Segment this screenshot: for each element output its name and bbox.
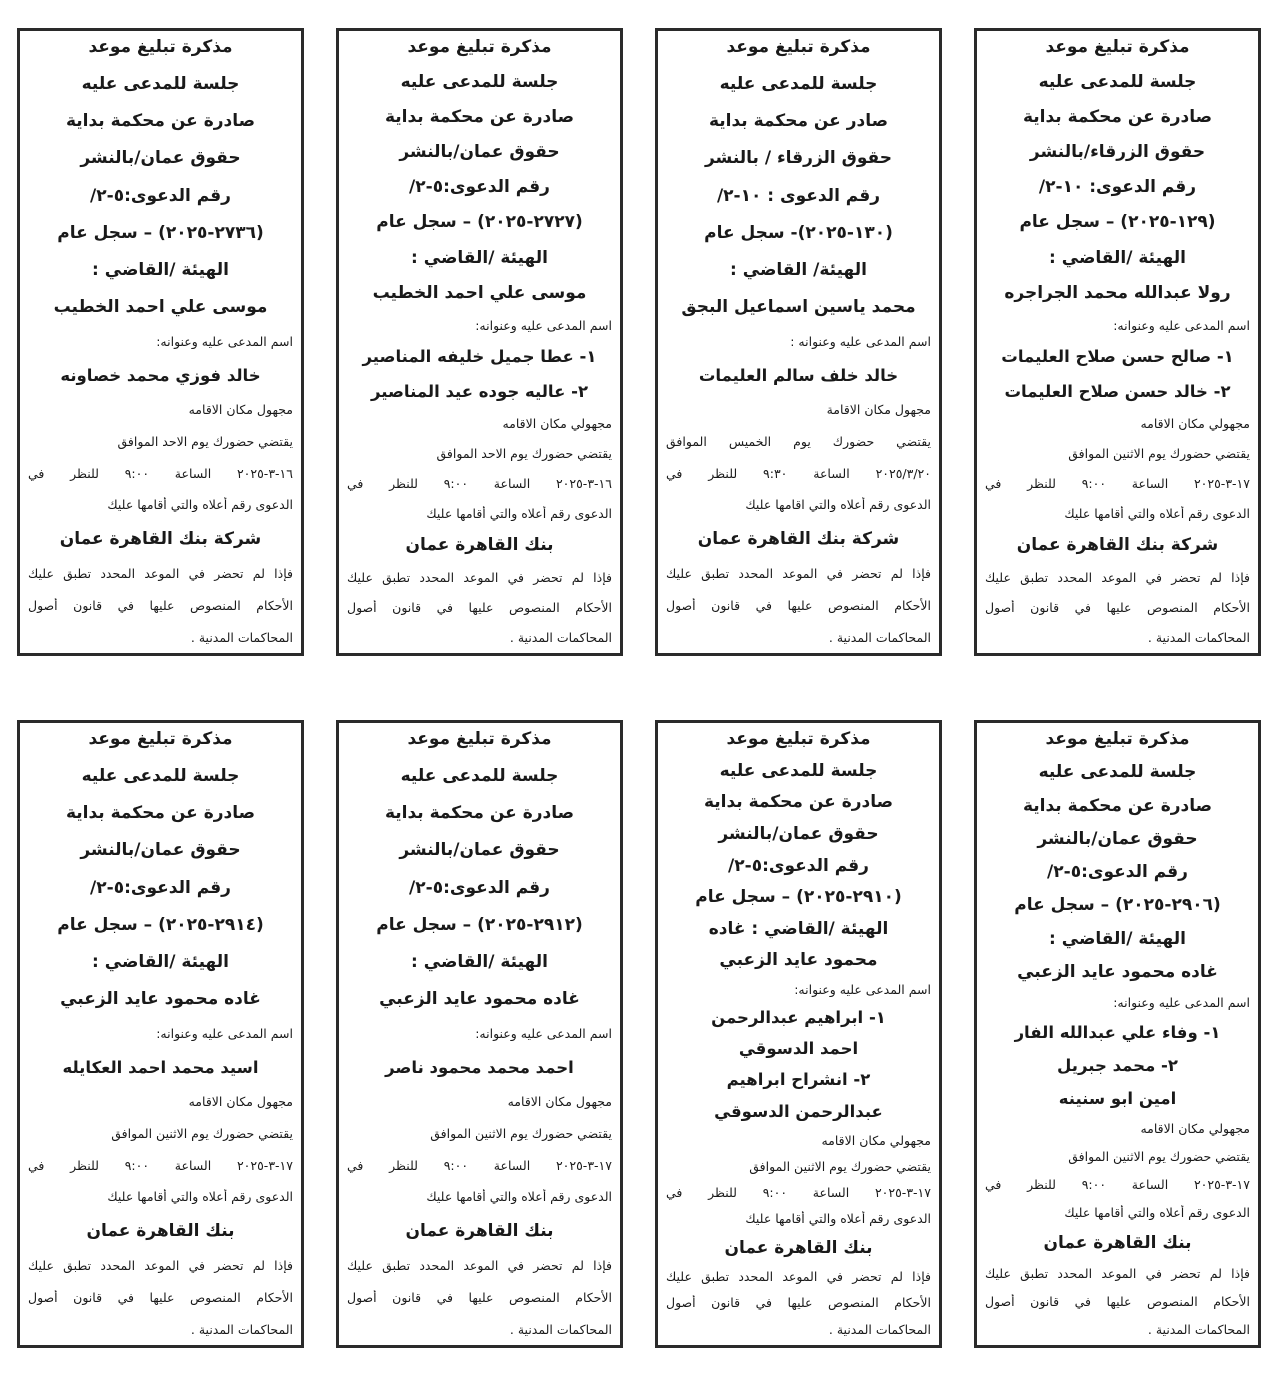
notice-heading-line: بنك القاهرة عمان [405, 1221, 554, 1242]
notice-heading-line: رولا عبدالله محمد الجراجره [1004, 282, 1231, 303]
notice-heading-line: احمد الدسوقي [738, 1039, 859, 1059]
notice-text-line: ١٧-٣-٢٠٢٥ الساعة ٩:٠٠ للنظر في [985, 475, 1250, 491]
notice-text-line: ١٧-٣-٢٠٢٥ الساعة ٩:٠٠ للنظر في [985, 1176, 1250, 1192]
notice-text-line: الدعوى رقم أعلاه والتي أقامها عليك [1064, 505, 1250, 521]
notice-heading-line: مذكرة تبليغ موعد [88, 37, 233, 57]
notice-text-line: المحاكمات المدنية . [190, 1321, 293, 1337]
notice-heading-line: حقوق الزرقاء/بالنشر [1029, 142, 1206, 163]
notice-top-2 [655, 28, 942, 656]
notice-heading-line: امين ابو سنينه [1058, 1088, 1177, 1108]
notice-text-line: اسم المدعى عليه وعنوانه: [1113, 317, 1250, 333]
notice-bottom-3 [336, 720, 623, 1348]
notice-heading-line: حقوق عمان/بالنشر [399, 142, 560, 163]
notice-heading-line: صادر عن محكمة بداية [708, 111, 889, 132]
notice-text-line: فإذا لم تحضر في الموعد المحدد تطبق عليك [28, 1258, 293, 1274]
notice-text-line: المحاكمات المدنية . [1147, 629, 1250, 645]
notice-text-line: الأحكام المنصوص عليها في قانون أصول [347, 600, 612, 616]
notice-heading-line: بنك القاهرة عمان [1043, 1232, 1192, 1253]
notice-bottom-4 [17, 720, 304, 1348]
notice-heading-line: موسى علي احمد الخطيب [372, 282, 587, 303]
notice-heading-line: الهيئة /القاضي : غاده [708, 918, 889, 939]
notice-heading-line: مذكرة تبليغ موعد [1045, 729, 1190, 749]
notice-text-line: الأحكام المنصوص عليها في قانون أصول [985, 600, 1250, 616]
notice-text-line: مجهول مكان الاقامه [188, 402, 293, 418]
notice-heading-line: شركة بنك القاهرة عمان [59, 529, 262, 550]
notice-heading-line: ٢- عاليه جوده عيد المناصير [370, 381, 589, 401]
notice-text-line: ١٦-٣-٢٠٢٥ الساعة ٩:٠٠ للنظر في [28, 465, 293, 481]
notice-text-line: الدعوى رقم أعلاه والتي أقامها عليك [426, 1189, 612, 1205]
notice-heading-line: جلسة للمدعى عليه [81, 74, 240, 95]
notice-heading-line: موسى علي احمد الخطيب [53, 296, 268, 317]
notice-heading-line: مذكرة تبليغ موعد [726, 729, 871, 749]
notice-text-line: الدعوى رقم أعلاه والتي أقامها عليك [107, 497, 293, 513]
notice-text-line: اسم المدعى عليه وعنوانه: [156, 334, 293, 349]
notice-heading-line: حقوق عمان/بالنشر [1037, 828, 1198, 849]
notice-heading-line: غاده محمود عايد الزعبي [379, 988, 580, 1009]
notice-heading-line: الهيئة /القاضي : [1049, 247, 1186, 268]
notice-text-line: ١٧-٣-٢٠٢٥ الساعة ٩:٠٠ للنظر في [347, 1157, 612, 1173]
notice-heading-line: رقم الدعوى:٥-٢/ [1047, 862, 1188, 883]
notice-heading-line: محمد ياسين اسماعيل البجق [681, 296, 916, 317]
notice-heading-line: حقوق عمان/بالنشر [80, 148, 241, 169]
notice-heading-line: (٢٩١٢-٢٠٢٥) – سجل عام [376, 914, 583, 935]
notice-heading-line: جلسة للمدعى عليه [400, 766, 559, 787]
notice-heading-line: (١٣٠-٢٠٢٥)- سجل عام [704, 222, 893, 243]
notice-heading-line: (٢٩٠٦-٢٠٢٥) – سجل عام [1014, 895, 1221, 916]
notice-text-line: الدعوى رقم أعلاه والتي اقامها عليك [745, 497, 931, 513]
notice-text-line: يقتضي حضورك يوم الاحد الموافق [436, 446, 612, 462]
notice-heading-line: رقم الدعوى:٥-٢/ [409, 177, 550, 198]
notice-text-line: اسم المدعى عليه وعنوانه: [1113, 995, 1250, 1011]
notice-text-line: اسم المدعى عليه وعنوانه: [156, 1026, 293, 1041]
notice-heading-line: خالد فوزي محمد خصاونه [60, 365, 261, 385]
notice-heading-line: حقوق عمان/بالنشر [80, 840, 241, 861]
notice-text-line: الدعوى رقم أعلاه والتي أقامها عليك [1064, 1204, 1250, 1220]
notice-top-4 [17, 28, 304, 656]
notice-text-line: يقتضي حضورك يوم الخميس الموافق [666, 434, 931, 449]
notice-heading-line: ٢- خالد حسن صلاح العليمات [1004, 381, 1231, 401]
notice-bottom-2 [655, 720, 942, 1348]
notice-heading-line: ١- وفاء علي عبدالله الفار [1014, 1023, 1221, 1043]
notice-heading-line: خالد خلف سالم العليمات [698, 365, 899, 385]
notice-text-line: الأحكام المنصوص عليها في قانون أصول [666, 1295, 931, 1311]
notice-heading-line: حقوق عمان/بالنشر [718, 823, 879, 844]
notice-heading-line: (٢٧٣٦-٢٠٢٥) – سجل عام [57, 222, 264, 243]
notice-heading-line: شركة بنك القاهرة عمان [1016, 535, 1219, 556]
notice-heading-line: جلسة للمدعى عليه [719, 760, 878, 781]
notice-heading-line: صادرة عن محكمة بداية [1022, 795, 1213, 816]
notice-text-line: مجهولي مكان الاقامه [502, 416, 612, 432]
notice-heading-line: الهيئة/ القاضي : [730, 259, 867, 280]
notice-heading-line: الهيئة /القاضي : [1049, 928, 1186, 949]
notice-text-line: يقتضي حضورك يوم الاثنين الموافق [111, 1126, 293, 1141]
notice-heading-line: مذكرة تبليغ موعد [1045, 37, 1190, 57]
notice-heading-line: مذكرة تبليغ موعد [407, 729, 552, 749]
notice-heading-line: الهيئة /القاضي : [411, 951, 548, 972]
notice-heading-line: صادرة عن محكمة بداية [1022, 107, 1213, 128]
notice-heading-line: اسيد محمد احمد العكايله [62, 1057, 259, 1077]
notice-text-line: الأحكام المنصوص عليها في قانون أصول [347, 1290, 612, 1306]
notice-text-line: فإذا لم تحضر في الموعد المحدد تطبق عليك [666, 566, 931, 582]
notice-text-line: الدعوى رقم أعلاه والتي أقامها عليك [745, 1211, 931, 1227]
notice-heading-line: محمود عايد الزعبي [719, 950, 878, 971]
notice-heading-line: ٢- محمد جبريل [1057, 1055, 1178, 1075]
notice-heading-line: جلسة للمدعى عليه [719, 74, 878, 95]
notice-heading-line: بنك القاهرة عمان [86, 1221, 235, 1242]
notice-heading-line: رقم الدعوى: ١٠-٢/ [1038, 177, 1197, 198]
notice-text-line: مجهول مكان الاقامة [826, 402, 931, 418]
notice-heading-line: (٢٩١٤-٢٠٢٥) – سجل عام [57, 914, 264, 935]
notice-heading-line: مذكرة تبليغ موعد [407, 37, 552, 57]
notice-text-line: اسم المدعى عليه وعنوانه : [790, 334, 931, 349]
notice-text-line: ١٦-٣-٢٠٢٥ الساعة ٩:٠٠ للنظر في [347, 475, 612, 491]
notice-text-line: ١٧-٣-٢٠٢٥ الساعة ٩:٠٠ للنظر في [28, 1157, 293, 1173]
notice-heading-line: (١٢٩-٢٠٢٥) – سجل عام [1019, 212, 1216, 233]
notice-heading-line: صادرة عن محكمة بداية [384, 107, 575, 128]
notice-text-line: المحاكمات المدنية . [509, 1321, 612, 1337]
notice-text-line: الأحكام المنصوص عليها في قانون أصول [985, 1293, 1250, 1309]
notice-text-line: فإذا لم تحضر في الموعد المحدد تطبق عليك [666, 1269, 931, 1285]
notice-heading-line: شركة بنك القاهرة عمان [697, 529, 900, 550]
notice-heading-line: حقوق عمان/بالنشر [399, 840, 560, 861]
notice-text-line: اسم المدعى عليه وعنوانه: [475, 317, 612, 333]
notice-heading-line: رقم الدعوى:٥-٢/ [90, 185, 231, 206]
notice-heading-line: جلسة للمدعى عليه [400, 72, 559, 93]
notice-text-line: يقتضي حضورك يوم الاثنين الموافق [749, 1158, 931, 1174]
notice-text-line: فإذا لم تحضر في الموعد المحدد تطبق عليك [28, 566, 293, 582]
notice-text-line: مجهول مكان الاقامه [188, 1094, 293, 1110]
notice-text-line: الدعوى رقم أعلاه والتي أقامها عليك [426, 505, 612, 521]
notice-heading-line: صادرة عن محكمة بداية [65, 111, 256, 132]
notice-heading-line: صادرة عن محكمة بداية [65, 803, 256, 824]
notice-text-line: يقتضي حضورك يوم الاثنين الموافق [1068, 446, 1250, 462]
notice-heading-line: رقم الدعوى:٥-٢/ [728, 855, 869, 876]
notice-text-line: يقتضي حضورك يوم الاحد الموافق [117, 434, 293, 449]
notice-heading-line: ٢- انشراح ابراهيم [726, 1070, 871, 1090]
notice-text-line: فإذا لم تحضر في الموعد المحدد تطبق عليك [347, 570, 612, 586]
notice-text-line: فإذا لم تحضر في الموعد المحدد تطبق عليك [347, 1258, 612, 1274]
notice-heading-line: الهيئة /القاضي : [411, 247, 548, 268]
notice-text-line: مجهول مكان الاقامه [507, 1094, 612, 1110]
notice-text-line: فإذا لم تحضر في الموعد المحدد تطبق عليك [985, 570, 1250, 586]
notice-text-line: مجهولي مكان الاقامه [1140, 416, 1250, 432]
notice-heading-line: عبدالرحمن الدسوقي [714, 1101, 883, 1121]
notice-heading-line: غاده محمود عايد الزعبي [60, 988, 261, 1009]
notice-top-3 [336, 28, 623, 656]
notice-heading-line: (٢٩١٠-٢٠٢٥) – سجل عام [695, 887, 902, 908]
notice-heading-line: حقوق الزرقاء / بالنشر [704, 148, 893, 169]
notice-heading-line: رقم الدعوى : ١٠-٢/ [716, 185, 881, 206]
notice-heading-line: جلسة للمدعى عليه [1038, 72, 1197, 93]
notice-heading-line: جلسة للمدعى عليه [1038, 762, 1197, 783]
notice-heading-line: (٢٧٢٧-٢٠٢٥) – سجل عام [376, 212, 583, 233]
notice-heading-line: رقم الدعوى:٥-٢/ [90, 877, 231, 898]
notice-heading-line: الهيئة /القاضي : [92, 259, 229, 280]
notice-text-line: ٢٠٢٥/٣/٢٠ الساعة ٩:٣٠ للنظر في [666, 465, 931, 481]
notice-heading-line: بنك القاهرة عمان [405, 535, 554, 556]
notice-bottom-1 [974, 720, 1261, 1348]
notice-text-line: المحاكمات المدنية . [509, 629, 612, 645]
notice-text-line: يقتضي حضورك يوم الاثنين الموافق [1068, 1149, 1250, 1165]
notice-heading-line: بنك القاهرة عمان [724, 1237, 873, 1258]
notice-text-line: ١٧-٣-٢٠٢٥ الساعة ٩:٠٠ للنظر في [666, 1185, 931, 1201]
notice-text-line: الدعوى رقم أعلاه والتي أقامها عليك [107, 1189, 293, 1205]
notice-text-line: يقتضي حضورك يوم الاثنين الموافق [430, 1126, 612, 1141]
notice-heading-line: غاده محمود عايد الزعبي [1017, 961, 1218, 982]
notice-heading-line: مذكرة تبليغ موعد [726, 37, 871, 57]
notice-text-line: المحاكمات المدنية . [828, 1321, 931, 1337]
notice-heading-line: جلسة للمدعى عليه [81, 766, 240, 787]
notice-heading-line: احمد محمد محمود ناصر [385, 1057, 574, 1077]
notice-text-line: فإذا لم تحضر في الموعد المحدد تطبق عليك [985, 1266, 1250, 1282]
notice-text-line: مجهولي مكان الاقامه [821, 1132, 931, 1148]
notice-heading-line: ١- صالح حسن صلاح العليمات [1001, 347, 1234, 367]
notice-text-line: الأحكام المنصوص عليها في قانون أصول [28, 1290, 293, 1306]
notice-text-line: اسم المدعى عليه وعنوانه: [794, 982, 931, 998]
notice-heading-line: صادرة عن محكمة بداية [703, 792, 894, 813]
notice-text-line: المحاكمات المدنية . [190, 629, 293, 645]
notice-heading-line: ١- عطا جميل خليفه المناصير [362, 347, 597, 367]
notice-top-1 [974, 28, 1261, 656]
notice-text-line: مجهولي مكان الاقامه [1140, 1121, 1250, 1137]
notice-text-line: الأحكام المنصوص عليها في قانون أصول [28, 598, 293, 614]
notice-text-line: المحاكمات المدنية . [828, 629, 931, 645]
notice-heading-line: مذكرة تبليغ موعد [88, 729, 233, 749]
notice-heading-line: ١- ابراهيم عبدالرحمن [711, 1008, 886, 1028]
notice-heading-line: رقم الدعوى:٥-٢/ [409, 877, 550, 898]
notice-text-line: المحاكمات المدنية . [1147, 1321, 1250, 1337]
notice-text-line: الأحكام المنصوص عليها في قانون أصول [666, 598, 931, 614]
notice-text-line: اسم المدعى عليه وعنوانه: [475, 1026, 612, 1041]
notice-heading-line: صادرة عن محكمة بداية [384, 803, 575, 824]
notice-heading-line: الهيئة /القاضي : [92, 951, 229, 972]
